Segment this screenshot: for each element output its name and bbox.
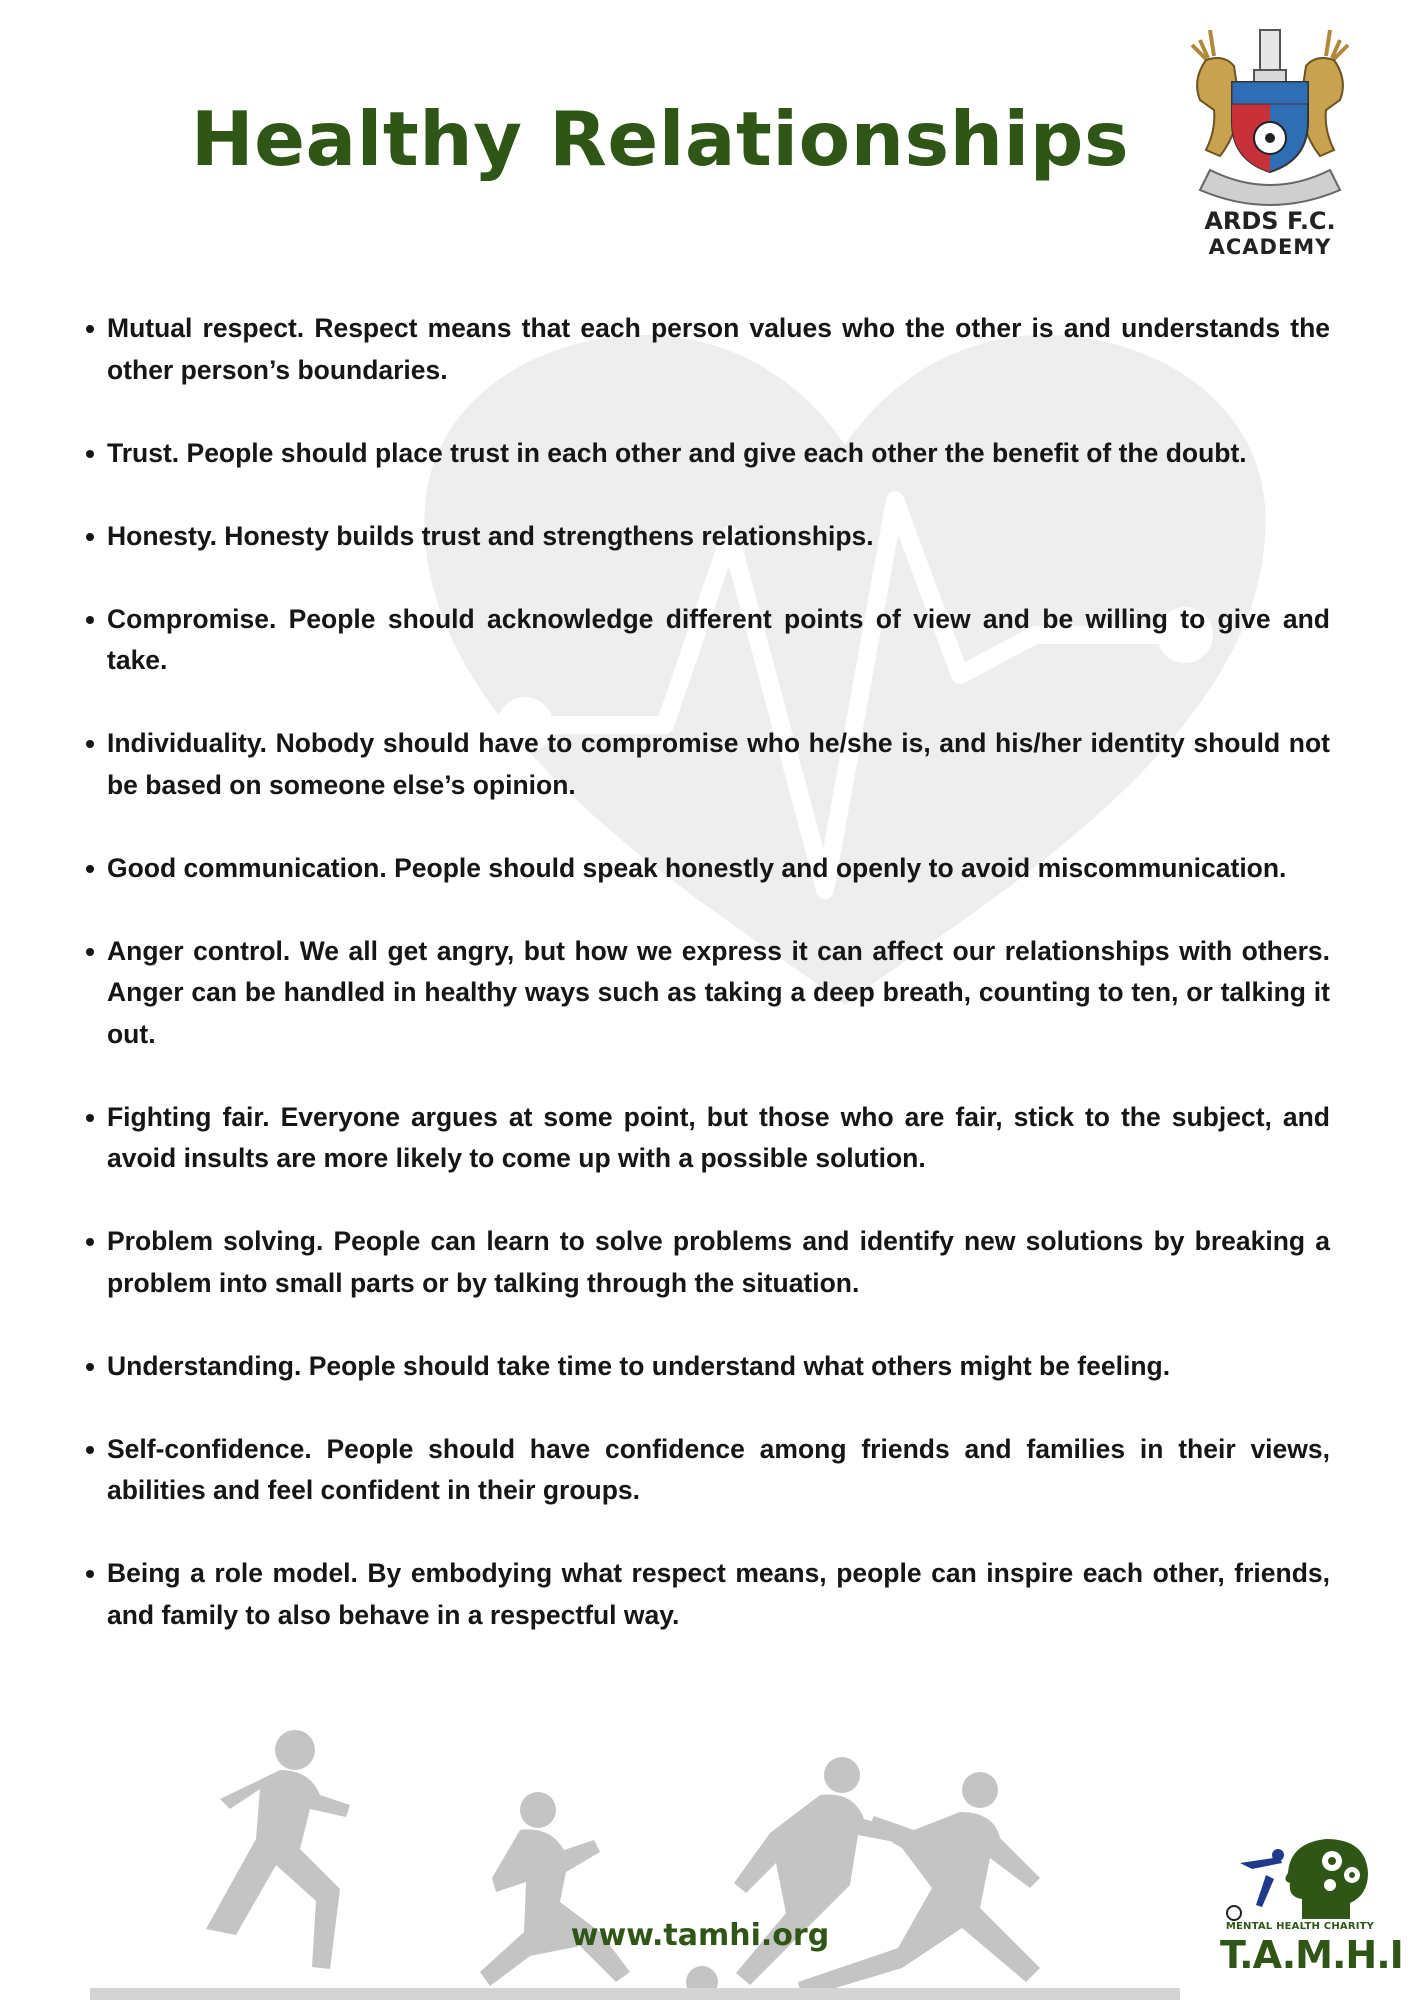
list-item: Honesty. Honesty builds trust and strengthens relationships. [86, 516, 1330, 558]
list-item: Good communication. People should speak honestly and openly to avoid miscommunication. [86, 848, 1330, 890]
crest-line-2: ACADEMY [1208, 235, 1332, 259]
list-item: Understanding. People should take time to understand what others might be feeling. [86, 1346, 1330, 1388]
list-item: Trust. People should place trust in each other and give each other the benefit of the doubt. [86, 433, 1330, 475]
ards-fc-crest-logo [1160, 20, 1380, 270]
tamhi-logo-icon [1220, 1835, 1380, 1925]
relationship-points-list [86, 308, 1330, 1678]
list-item: Compromise. People should acknowledge different points of view and be willing to give and take. [86, 599, 1330, 682]
ards-fc-crest-icon [1170, 20, 1370, 210]
page-title: Healthy Relationships [190, 95, 1130, 183]
charity-caption: MENTAL HEALTH CHARITY [1225, 1921, 1375, 1932]
list-item: Individuality. Nobody should have to compromise who he/she is, and his/her identity should not be based on someone else’s opinion. [86, 723, 1330, 806]
list-item: Self-confidence. People should have confidence among friends and families in their views, abilities and feel confident in their groups. [86, 1429, 1330, 1512]
tamhi-logo [1220, 1835, 1403, 1985]
website-link[interactable]: www.tamhi.org [570, 1918, 830, 1953]
football-players-silhouette-icon [90, 1720, 1180, 2000]
list-item: Problem solving. People can learn to solve problems and identify new solutions by breaking a problem into small parts or by talking through the situation. [86, 1221, 1330, 1304]
charity-name: T.A.M.H.I [1220, 1933, 1403, 1977]
list-item: Fighting fair. Everyone argues at some point, but those who are fair, stick to the subject, and avoid insults are more likely to come up with a possible solution. [86, 1097, 1330, 1180]
list-item: Mutual respect. Respect means that each person values who the other is and understands the other person’s boundaries. [86, 308, 1330, 391]
list-item: Being a role model. By embodying what respect means, people can inspire each other, friends, and family to also behave in a respectful way. [86, 1553, 1330, 1636]
list-item: Anger control. We all get angry, but how we express it can affect our relationships with others. Anger can be handled in healthy ways such as taking a deep breath, counting to ten, or talking it out. [86, 931, 1330, 1056]
crest-line-1: ARDS F.C. [1204, 207, 1336, 235]
